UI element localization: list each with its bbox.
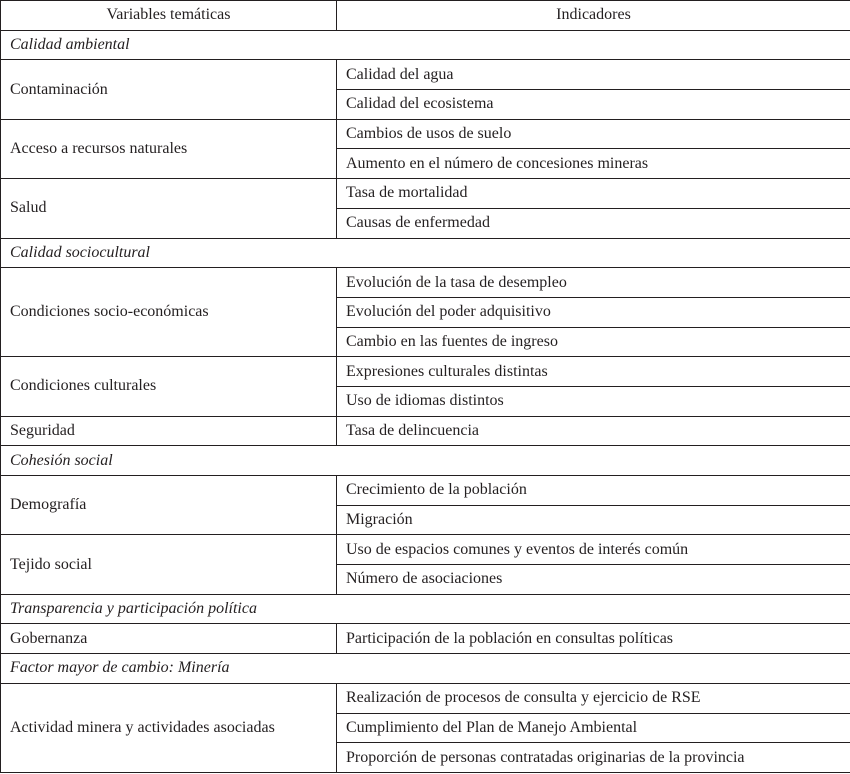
indicator-cell: Evolución de la tasa de desempleo	[337, 268, 850, 298]
indicator-cell: Expresiones culturales distintas	[337, 357, 850, 387]
indicator-cell: Uso de idiomas distintos	[337, 386, 850, 416]
indicator-cell: Evolución del poder adquisitivo	[337, 297, 850, 327]
indicator-cell: Migración	[337, 505, 850, 535]
section-title: Factor mayor de cambio: Minería	[1, 654, 850, 684]
variable-cell: Actividad minera y actividades asociadas	[1, 683, 337, 772]
section-title: Transparencia y participación política	[1, 594, 850, 624]
variable-cell: Condiciones culturales	[1, 357, 337, 416]
indicator-cell: Aumento en el número de concesiones mineras	[337, 149, 850, 179]
header-variables: Variables temáticas	[1, 1, 337, 31]
indicator-cell: Uso de espacios comunes y eventos de interés común	[337, 535, 850, 565]
section-row	[1, 446, 850, 476]
section-row	[1, 594, 850, 624]
variable-cell: Contaminación	[1, 60, 337, 119]
section-title: Cohesión social	[1, 446, 850, 476]
variable-cell: Gobernanza	[1, 624, 337, 654]
indicator-cell: Número de asociaciones	[337, 565, 850, 595]
section-title: Calidad ambiental	[1, 30, 850, 60]
indicator-cell: Calidad del ecosistema	[337, 90, 850, 120]
variable-cell: Seguridad	[1, 416, 337, 446]
table-body	[1, 30, 850, 772]
indicator-cell: Causas de enfermedad	[337, 208, 850, 238]
section-row	[1, 30, 850, 60]
table-row	[1, 357, 850, 387]
table-row	[1, 416, 850, 446]
indicator-cell: Cambios de usos de suelo	[337, 119, 850, 149]
table-row	[1, 119, 850, 149]
indicator-cell: Cumplimiento del Plan de Manejo Ambiental	[337, 713, 850, 743]
table-row	[1, 624, 850, 654]
header-indicators: Indicadores	[337, 1, 850, 31]
indicator-cell: Participación de la población en consultas políticas	[337, 624, 850, 654]
variable-cell: Tejido social	[1, 535, 337, 594]
table-row	[1, 476, 850, 506]
variable-cell: Condiciones socio-económicas	[1, 268, 337, 357]
indicator-cell: Realización de procesos de consulta y ejercicio de RSE	[337, 683, 850, 713]
indicator-cell: Crecimiento de la población	[337, 476, 850, 506]
table-row	[1, 268, 850, 298]
header-row	[1, 1, 850, 31]
table-row	[1, 179, 850, 209]
indicator-cell: Tasa de mortalidad	[337, 179, 850, 209]
section-row	[1, 654, 850, 684]
section-title: Calidad sociocultural	[1, 238, 850, 268]
table-row	[1, 60, 850, 90]
indicator-cell: Cambio en las fuentes de ingreso	[337, 327, 850, 357]
variable-cell: Demografía	[1, 476, 337, 535]
variable-cell: Salud	[1, 179, 337, 238]
indicator-cell: Calidad del agua	[337, 60, 850, 90]
indicator-cell: Tasa de delincuencia	[337, 416, 850, 446]
section-row	[1, 238, 850, 268]
indicator-cell: Proporción de personas contratadas originarias de la provincia	[337, 743, 850, 773]
variable-cell: Acceso a recursos naturales	[1, 119, 337, 178]
table-row	[1, 535, 850, 565]
table-row	[1, 683, 850, 713]
